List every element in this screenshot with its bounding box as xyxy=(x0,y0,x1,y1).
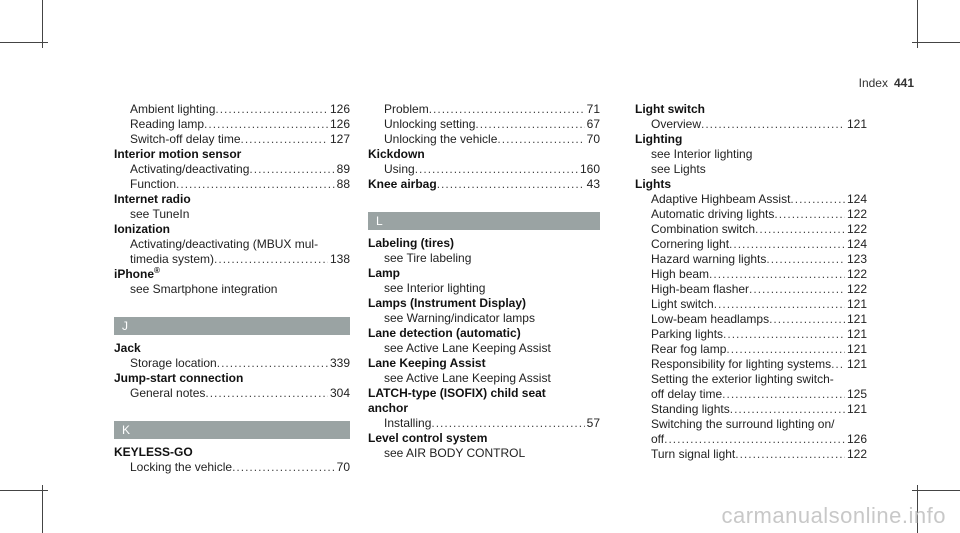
index-entry[interactable] xyxy=(635,387,867,402)
entry-text: Standing lights xyxy=(651,402,730,416)
index-entry[interactable] xyxy=(114,102,350,117)
entry-text: Light switch xyxy=(651,297,714,311)
entry-page: 121 xyxy=(846,312,867,326)
index-entry[interactable] xyxy=(368,162,600,177)
index-heading xyxy=(114,267,350,282)
entry-text: Low-beam headlamps xyxy=(651,312,770,326)
entry-text: Automatic driving lights xyxy=(651,207,775,221)
index-entry[interactable] xyxy=(368,177,600,192)
entry-page: 122 xyxy=(846,267,867,281)
entry-page: 126 xyxy=(846,432,867,446)
see-reference[interactable]: see Active Lane Keeping Assist xyxy=(384,341,551,355)
index-heading: LATCH-type (ISOFIX) child seat xyxy=(368,386,546,400)
entry-text: Function xyxy=(130,177,177,191)
entry-page: 122 xyxy=(846,222,867,236)
entry-text: Turn signal light xyxy=(651,447,736,461)
watermark: carmanualsonline.info xyxy=(721,503,946,528)
index-heading: Internet radio xyxy=(114,192,191,206)
index-entry[interactable] xyxy=(635,432,867,447)
index-entry[interactable] xyxy=(114,162,350,177)
index-heading: Lane detection (automatic) xyxy=(368,326,521,340)
page-header xyxy=(859,76,914,90)
entry-page: 122 xyxy=(846,282,867,296)
entry-text: Problem xyxy=(384,102,429,116)
index-heading: Light switch xyxy=(635,102,705,116)
entry-text: Storage location xyxy=(130,356,217,370)
index-heading: Lights xyxy=(635,177,671,191)
entry-page: 70 xyxy=(336,460,350,474)
see-reference[interactable]: see Smartphone integration xyxy=(130,282,278,296)
section-letter-l: L xyxy=(368,212,600,230)
index-entry[interactable] xyxy=(635,327,867,342)
entry-page: 70 xyxy=(586,132,600,146)
see-reference[interactable]: see Warning/indicator lamps xyxy=(384,311,535,325)
crop-mark xyxy=(0,490,48,491)
index-heading: KEYLESS-GO xyxy=(114,445,193,459)
entry-text: Ambient lighting xyxy=(130,102,216,116)
see-reference[interactable]: see Tire labeling xyxy=(384,251,472,265)
index-entry[interactable] xyxy=(114,460,350,475)
index-entry[interactable] xyxy=(635,297,867,312)
index-column-2 xyxy=(368,102,600,461)
entry-page: 124 xyxy=(846,237,867,251)
index-entry[interactable] xyxy=(114,177,350,192)
entry-text: High-beam flasher xyxy=(651,282,750,296)
entry-page: 121 xyxy=(846,357,867,371)
index-heading: Jack xyxy=(114,341,141,355)
see-reference[interactable]: see Lights xyxy=(651,162,706,176)
entry-page: 124 xyxy=(846,192,867,206)
entry-page: 121 xyxy=(846,117,867,131)
entry-text: off delay time xyxy=(651,387,723,401)
crop-mark xyxy=(912,490,960,491)
index-entry[interactable] xyxy=(635,207,867,222)
page-number: 441 xyxy=(893,76,914,90)
index-entry[interactable] xyxy=(114,356,350,371)
index-entry[interactable] xyxy=(635,117,867,132)
section-letter-j: J xyxy=(114,317,350,335)
index-heading: Level control system xyxy=(368,431,488,445)
entry-text: High beam xyxy=(651,267,710,281)
entry-text: off xyxy=(651,432,665,446)
entry-page: 121 xyxy=(846,327,867,341)
index-entry[interactable] xyxy=(114,386,350,401)
entry-page: 121 xyxy=(846,402,867,416)
entry-text: Hazard warning lights xyxy=(651,252,767,266)
entry-text: Using xyxy=(384,162,415,176)
index-heading: anchor xyxy=(368,401,409,415)
index-entry[interactable] xyxy=(635,237,867,252)
entry-text: Switch-off delay time xyxy=(130,132,241,146)
index-entry[interactable] xyxy=(635,447,867,462)
entry-text: Cornering light xyxy=(651,237,730,251)
entry-text: Knee airbag xyxy=(368,177,437,191)
see-reference[interactable]: see AIR BODY CONTROL xyxy=(384,446,526,460)
entry-text: Activating/deactivating (MBUX mul- xyxy=(130,237,319,251)
entry-page: 127 xyxy=(329,132,350,146)
entry-page: 126 xyxy=(329,117,350,131)
entry-text: General notes xyxy=(130,386,206,400)
entry-text: Unlocking the vehicle xyxy=(384,132,498,146)
index-entry[interactable] xyxy=(635,222,867,237)
crop-mark xyxy=(917,0,918,48)
header-label: Index xyxy=(858,76,888,90)
index-entry[interactable] xyxy=(635,342,867,357)
entry-text: Rear fog lamp xyxy=(651,342,727,356)
entry-text: Unlocking setting xyxy=(384,117,476,131)
see-reference[interactable]: see Interior lighting xyxy=(651,147,753,161)
entry-page: 125 xyxy=(846,387,867,401)
index-entry[interactable] xyxy=(635,282,867,297)
entry-text: Adaptive Highbeam Assist xyxy=(651,192,791,206)
entry-page: 304 xyxy=(329,386,350,400)
entry-page: 122 xyxy=(846,447,867,461)
index-entry[interactable] xyxy=(635,312,867,327)
entry-page: 138 xyxy=(329,252,350,266)
index-heading: Lane Keeping Assist xyxy=(368,356,486,370)
entry-text: Combination switch xyxy=(651,222,756,236)
index-column-3 xyxy=(635,102,867,462)
index-entry[interactable] xyxy=(635,402,867,417)
see-reference[interactable]: see Active Lane Keeping Assist xyxy=(384,371,551,385)
index-entry[interactable] xyxy=(114,252,350,267)
entry-page: 43 xyxy=(586,177,600,191)
crop-mark xyxy=(42,485,43,533)
index-heading: Ionization xyxy=(114,222,170,236)
entry-page: 126 xyxy=(329,102,350,116)
index-heading: Lamps (Instrument Display) xyxy=(368,296,527,310)
entry-text: Overview xyxy=(651,117,702,131)
index-entry[interactable] xyxy=(114,132,350,147)
entry-page: 160 xyxy=(579,162,600,176)
entry-page: 67 xyxy=(586,117,600,131)
index-entry[interactable] xyxy=(635,267,867,282)
entry-text: timedia system) xyxy=(130,252,215,266)
entry-text: Reading lamp xyxy=(130,117,205,131)
entry-page: 339 xyxy=(329,356,350,370)
entry-text: Parking lights xyxy=(651,327,724,341)
index-entry[interactable] xyxy=(114,117,350,132)
see-reference[interactable]: see TuneIn xyxy=(130,207,190,221)
entry-text: Setting the exterior lighting switch- xyxy=(651,372,834,386)
index-entry[interactable] xyxy=(635,252,867,267)
entry-page: 123 xyxy=(846,252,867,266)
registered-mark: ® xyxy=(154,266,160,275)
index-entry[interactable] xyxy=(368,117,600,132)
index-heading: Lighting xyxy=(635,132,683,146)
section-letter-k: K xyxy=(114,421,350,439)
index-heading: Kickdown xyxy=(368,147,425,161)
index-entry[interactable] xyxy=(635,192,867,207)
entry-text: Installing xyxy=(384,416,432,430)
index-column-1 xyxy=(114,102,350,475)
crop-mark xyxy=(912,42,960,43)
crop-mark xyxy=(0,42,48,43)
index-entry[interactable] xyxy=(368,416,600,431)
index-entry[interactable] xyxy=(368,132,600,147)
entry-page: 88 xyxy=(336,177,350,191)
index-heading: Interior motion sensor xyxy=(114,147,242,161)
entry-page: 121 xyxy=(846,342,867,356)
entry-page: 71 xyxy=(586,102,600,116)
entry-text: Responsibility for lighting systems xyxy=(651,357,832,371)
index-heading: Lamp xyxy=(368,266,401,280)
entry-page: 57 xyxy=(586,416,600,430)
entry-text: Switching the surround lighting on/ xyxy=(651,417,835,431)
crop-mark xyxy=(42,0,43,48)
heading-text: iPhone xyxy=(114,267,155,281)
entry-text: Activating/deactivating xyxy=(130,162,250,176)
index-heading: Jump-start connection xyxy=(114,371,244,385)
entry-text: Locking the vehicle xyxy=(130,460,233,474)
entry-page: 122 xyxy=(846,207,867,221)
index-heading: Labeling (tires) xyxy=(368,236,455,250)
index-entry[interactable] xyxy=(368,102,600,117)
entry-page: 121 xyxy=(846,297,867,311)
see-reference[interactable]: see Interior lighting xyxy=(384,281,486,295)
entry-page: 89 xyxy=(336,162,350,176)
index-entry[interactable] xyxy=(635,357,867,372)
